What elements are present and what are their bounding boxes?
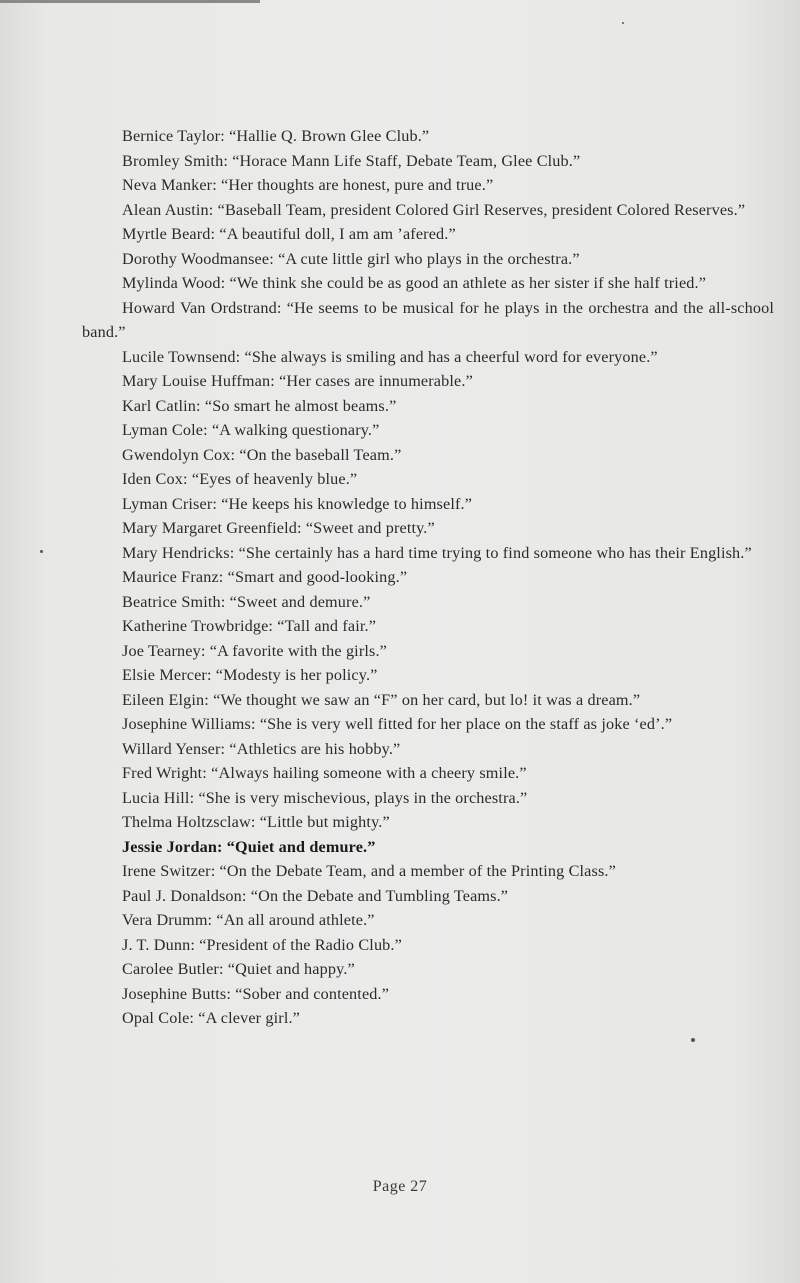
student-name: Iden Cox: — [122, 470, 188, 488]
entry-josephine-williams — [82, 712, 774, 737]
entry-katherine-trowbridge — [82, 614, 774, 639]
student-quote: “Smart and good-looking.” — [227, 568, 408, 586]
entry-dorothy-woodmansee — [82, 247, 774, 272]
ink-speck — [40, 550, 43, 553]
student-name: Bernice Taylor: — [122, 127, 225, 145]
student-name: Eileen Elgin: — [122, 690, 209, 709]
student-quote: “Quiet and happy.” — [227, 960, 355, 978]
student-name: Thelma Holtzsclaw: — [122, 813, 256, 831]
student-quote: “An all around athlete.” — [216, 911, 375, 929]
student-quote: “We thought we saw an “F” on her card, but lo! it was a dream.” — [213, 690, 641, 709]
student-quote: “Sweet and demure.” — [229, 592, 371, 611]
student-name: Opal Cole: — [122, 1009, 195, 1027]
entry-beatrice-smith — [82, 590, 774, 615]
student-name: Mylinda Wood: — [122, 274, 226, 292]
student-name: Jessie Jordan: — [122, 837, 223, 856]
student-quotes-list — [82, 124, 774, 1031]
student-quote: “Her cases are innumerable.” — [279, 372, 473, 390]
student-name: Mary Hendricks: — [122, 543, 235, 562]
student-quote: “Always hailing someone with a cheery smile.” — [211, 764, 527, 782]
student-quote: “Quiet and demure.” — [226, 837, 376, 856]
student-quote: “A favorite with the girls.” — [209, 641, 388, 660]
student-name: Karl Catlin: — [122, 396, 201, 415]
entry-eileen-elgin — [82, 688, 774, 713]
entry-lucile-townsend — [82, 345, 774, 370]
student-name: Vera Drumm: — [122, 911, 213, 929]
ink-speck — [622, 22, 624, 24]
entry-neva-manker — [82, 173, 774, 198]
student-quote: “Tall and fair.” — [277, 617, 377, 635]
student-name: Josephine Butts: — [122, 984, 231, 1003]
student-quote: “Her thoughts are honest, pure and true.” — [221, 176, 494, 194]
entry-paul-j-donaldson — [82, 884, 774, 909]
student-quote: “We think she could be as good an athlete as her sister if she half tried.” — [229, 274, 707, 292]
entry-lyman-cole — [82, 418, 774, 443]
student-name: Carolee Butler: — [122, 960, 224, 978]
student-quote: “She is very well fitted for her place on the staff as joke ‘ed’.” — [259, 715, 673, 733]
student-name: Lyman Criser: — [122, 494, 218, 513]
student-quote: “He keeps his knowledge to himself.” — [221, 494, 473, 513]
student-quote: “Horace Mann Life Staff, Debate Team, Glee Club.” — [232, 151, 581, 170]
student-name: Bromley Smith: — [122, 151, 228, 170]
entry-vera-drumm — [82, 908, 774, 933]
entry-lyman-criser — [82, 492, 774, 517]
student-quote: “Eyes of heavenly blue.” — [191, 470, 358, 488]
student-name: Alean Austin: — [122, 200, 214, 219]
student-quote: “President of the Radio Club.” — [199, 935, 402, 954]
page-top-edge — [0, 0, 260, 3]
student-name: Myrtle Beard: — [122, 225, 216, 243]
entry-thelma-holtzsclaw — [82, 810, 774, 835]
page-number: Page 27 — [372, 1178, 428, 1195]
entry-howard-van-ordstrand — [82, 296, 774, 345]
entry-bernice-taylor — [82, 124, 774, 149]
student-quote: “Sober and contented.” — [235, 984, 390, 1003]
student-quote: “A clever girl.” — [198, 1009, 301, 1027]
student-name: Dorothy Woodmansee: — [122, 249, 274, 268]
student-name: Gwendolyn Cox: — [122, 445, 236, 464]
entry-elsie-mercer — [82, 663, 774, 688]
entry-mary-hendricks — [82, 541, 774, 566]
entry-josephine-butts — [82, 982, 774, 1007]
student-quote: “She is very mischevious, plays in the orchestra.” — [198, 788, 528, 807]
student-name: Lucile Townsend: — [122, 347, 241, 366]
student-quote: “Baseball Team, president Colored Girl Reserves, president Colored Reserves.” — [217, 200, 746, 219]
entry-bromley-smith — [82, 149, 774, 174]
entry-lucia-hill — [82, 786, 774, 811]
entry-alean-austin — [82, 198, 774, 223]
student-name: Mary Louise Huffman: — [122, 372, 275, 390]
student-name: Howard Van Ordstrand: — [122, 298, 282, 317]
student-quote: “He seems to be musical for he plays in the orchestra and the all-school band.” — [82, 298, 774, 341]
entry-karl-catlin — [82, 394, 774, 419]
entry-willard-yenser — [82, 737, 774, 762]
student-name: Josephine Williams: — [122, 715, 256, 733]
student-name: Willard Yenser: — [122, 739, 226, 758]
entry-opal-cole — [82, 1006, 774, 1031]
entry-carolee-butler — [82, 957, 774, 982]
entry-myrtle-beard — [82, 222, 774, 247]
student-quote: “She certainly has a hard time trying to find someone who has their English.” — [238, 543, 752, 562]
student-quote: “Modesty is her policy.” — [215, 666, 378, 684]
student-quote: “Athletics are his hobby.” — [229, 739, 401, 758]
student-name: Elsie Mercer: — [122, 666, 212, 684]
student-quote: “Sweet and pretty.” — [305, 519, 435, 537]
entry-mary-louise-huffman — [82, 369, 774, 394]
student-quote: “So smart he almost beams.” — [204, 396, 397, 415]
entry-irene-switzer — [82, 859, 774, 884]
student-name: Irene Switzer: — [122, 862, 216, 880]
student-quote: “On the Debate and Tumbling Teams.” — [250, 886, 509, 905]
entry-gwendolyn-cox — [82, 443, 774, 468]
entry-j-t-dunn — [82, 933, 774, 958]
student-quote: “Hallie Q. Brown Glee Club.” — [229, 127, 430, 145]
student-name: Paul J. Donaldson: — [122, 886, 247, 905]
entry-iden-cox — [82, 467, 774, 492]
student-name: Beatrice Smith: — [122, 592, 226, 611]
entry-maurice-franz — [82, 565, 774, 590]
entry-mylinda-wood — [82, 271, 774, 296]
student-quote: “On the baseball Team.” — [239, 445, 402, 464]
student-name: Mary Margaret Greenfield: — [122, 519, 302, 537]
student-name: Fred Wright: — [122, 764, 207, 782]
entry-mary-margaret-greenfield — [82, 516, 774, 541]
student-quote: “A beautiful doll, I am am ’afered.” — [219, 225, 456, 243]
student-name: Joe Tearney: — [122, 641, 206, 660]
entry-jessie-jordan — [82, 835, 774, 860]
student-quote: “A cute little girl who plays in the orchestra.” — [278, 249, 580, 268]
student-name: Maurice Franz: — [122, 568, 224, 586]
student-name: J. T. Dunn: — [122, 935, 195, 954]
student-name: Lucia Hill: — [122, 788, 195, 807]
student-name: Neva Manker: — [122, 176, 217, 194]
student-quote: “Little but mighty.” — [259, 813, 390, 831]
ink-speck — [691, 1038, 695, 1042]
student-quote: “She always is smiling and has a cheerful word for everyone.” — [244, 347, 658, 366]
entry-joe-tearney — [82, 639, 774, 664]
student-quote: “A walking questionary.” — [211, 421, 380, 439]
student-name: Katherine Trowbridge: — [122, 617, 274, 635]
student-quote: “On the Debate Team, and a member of the Printing Class.” — [219, 862, 616, 880]
entry-fred-wright — [82, 761, 774, 786]
student-name: Lyman Cole: — [122, 421, 208, 439]
